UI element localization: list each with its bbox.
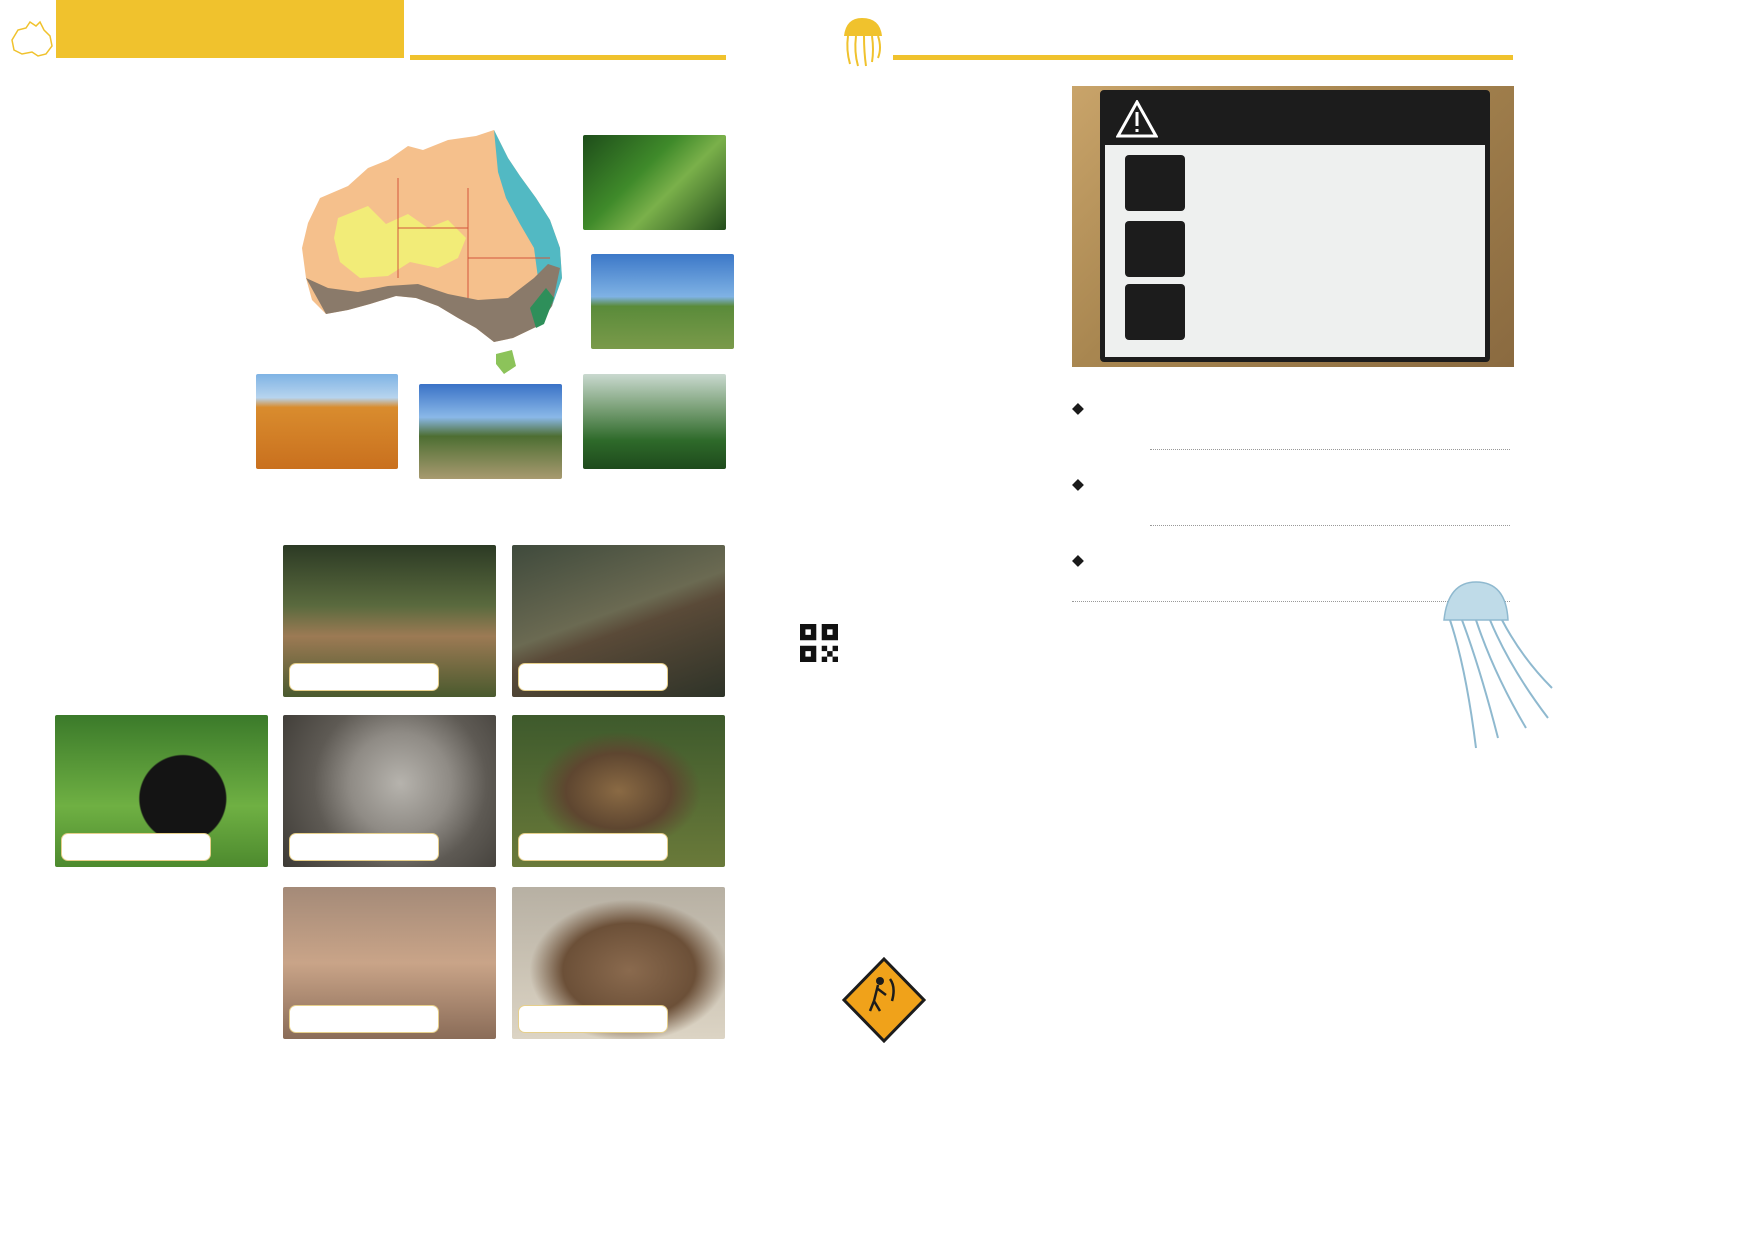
- wombat-photo: [512, 887, 725, 1039]
- animal-name-field[interactable]: [61, 833, 211, 861]
- grassland-photo: [419, 384, 562, 479]
- no-fish-cleaning-pictogram-icon: [1125, 284, 1185, 340]
- jellyfish-header-icon: [838, 14, 888, 68]
- desert-photo: [256, 374, 398, 469]
- crocodile-sign-photo: [1072, 86, 1514, 367]
- stingers-warning-sign: [842, 957, 926, 1043]
- kangaroo-photo: [283, 545, 496, 697]
- header-rule-right: [893, 55, 1513, 60]
- question-3: [1072, 551, 1084, 571]
- bullet-icon: ◆: [1072, 476, 1084, 493]
- task3-text: [843, 94, 1058, 209]
- task2-prompt: [55, 493, 67, 512]
- animal-name-field[interactable]: [289, 1005, 439, 1033]
- echidna-photo: [512, 715, 725, 867]
- task1-prompt: [55, 93, 67, 111]
- crocodile-pictogram-icon: [1125, 155, 1185, 211]
- australia-outline-icon: [8, 18, 54, 62]
- australia-vegetation-map: [298, 128, 573, 380]
- koala-photo: [283, 715, 496, 867]
- animal-name-field[interactable]: [518, 833, 668, 861]
- answer-field[interactable]: [1150, 436, 1510, 450]
- animal-name-field[interactable]: [518, 1005, 668, 1033]
- task4-prompt: [843, 626, 855, 644]
- savanna-trees-photo: [591, 254, 734, 349]
- dingo-photo: [283, 887, 496, 1039]
- question-1: [1072, 399, 1084, 419]
- question-2: [1072, 475, 1084, 495]
- platypus-photo: [512, 545, 725, 697]
- rainforest-photo: [583, 135, 726, 230]
- bullet-icon: ◆: [1072, 552, 1084, 569]
- region-title-banner: [56, 0, 404, 58]
- topic-underline: [410, 55, 726, 60]
- no-swimming-pictogram-icon: [1125, 221, 1185, 277]
- sign-header: [1105, 95, 1485, 145]
- subtropical-forest-photo: [583, 374, 726, 469]
- qr-code-icon[interactable]: [800, 624, 838, 662]
- warning-triangle-icon: [1116, 100, 1158, 138]
- cassowary-photo: [55, 715, 268, 867]
- answer-field[interactable]: [1150, 512, 1510, 526]
- bullet-icon: ◆: [1072, 400, 1084, 417]
- animal-name-field[interactable]: [518, 663, 668, 691]
- animal-name-field[interactable]: [289, 663, 439, 691]
- jellyfish-illustration: [1436, 578, 1556, 754]
- animal-name-field[interactable]: [289, 833, 439, 861]
